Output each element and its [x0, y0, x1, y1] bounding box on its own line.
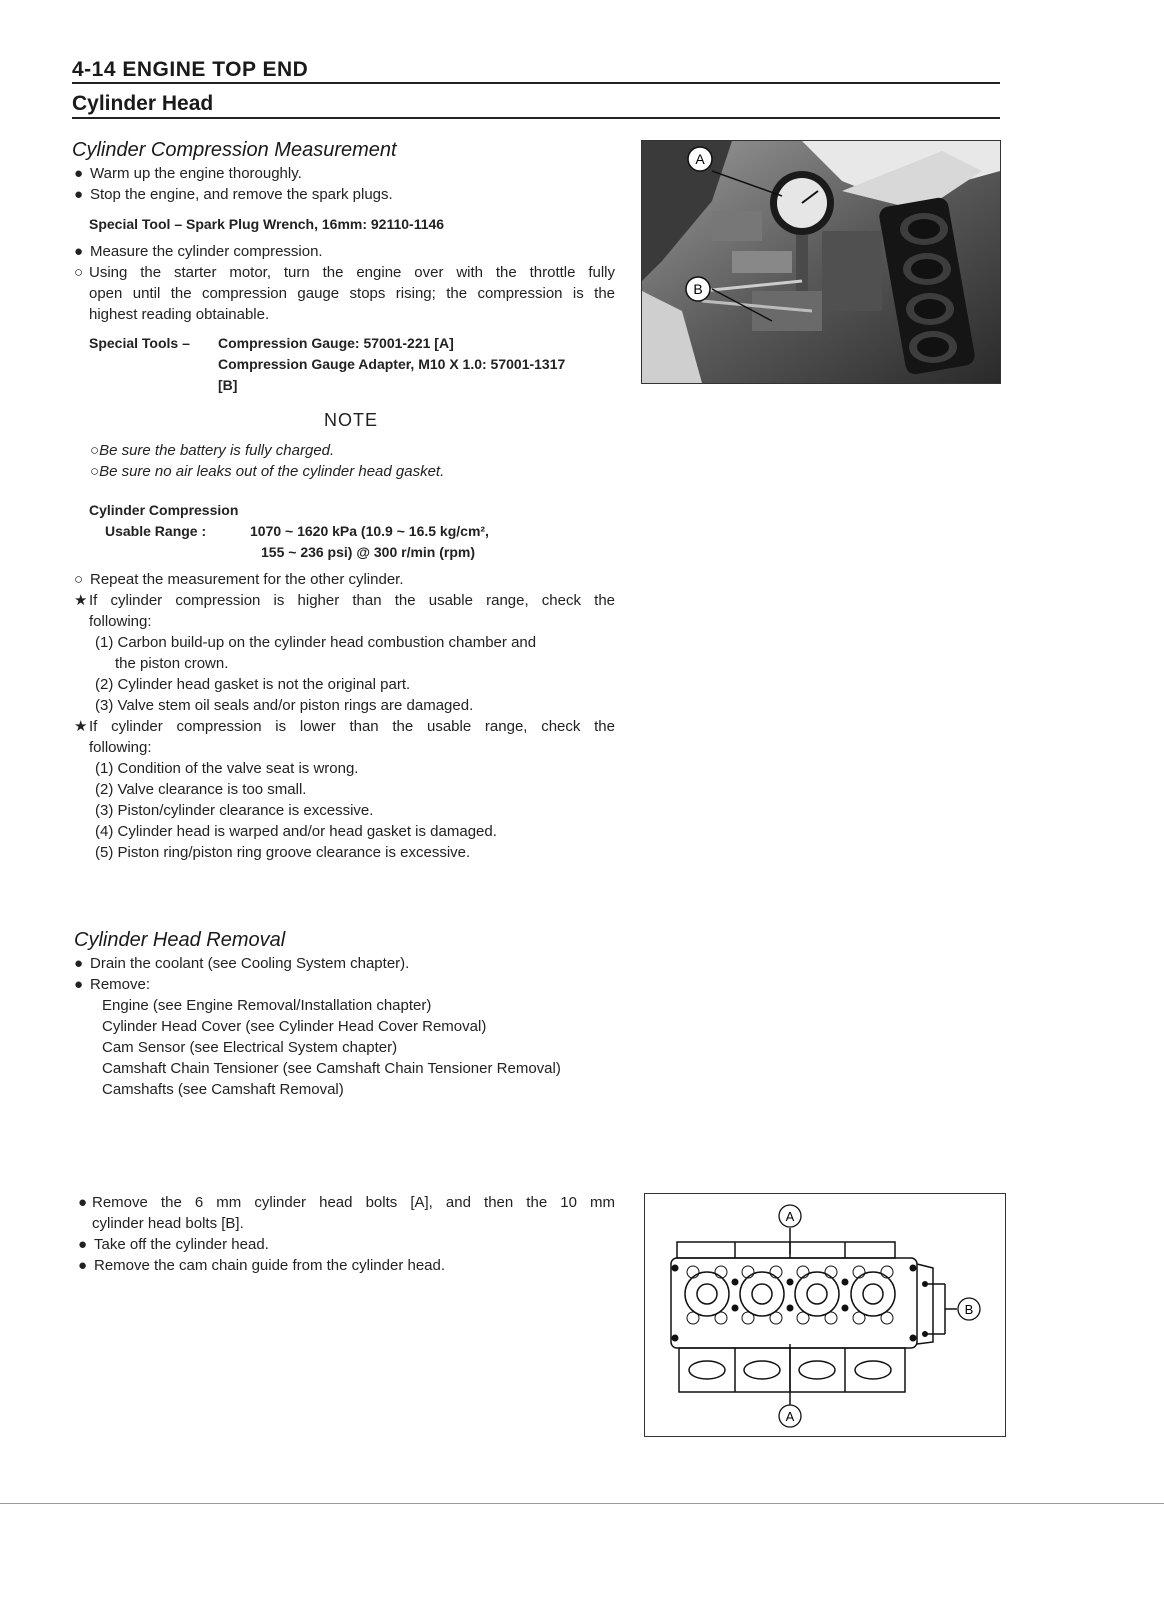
step-remove [74, 974, 150, 995]
using-line-3: highest reading obtainable. [89, 306, 270, 323]
note-battery [90, 440, 334, 461]
higher-line-2: following: [89, 613, 152, 630]
photo-label-b: B [693, 281, 703, 297]
bolts-line-2: cylinder head bolts [B]. [92, 1215, 244, 1232]
higher-item-2: (2) Cylinder head gasket is not the original part. [95, 676, 411, 693]
spec-value-line-1: 1070 ~ 1620 kPa (10.9 ~ 16.5 kg/cm², [250, 523, 489, 539]
step-take-off-head [78, 1234, 269, 1255]
remove-item: Camshaft Chain Tensioner (see Camshaft Chain Tensioner Removal) [102, 1060, 561, 1077]
header-rule [72, 82, 1000, 84]
bullet-marker: ● [74, 955, 84, 972]
lower-item-5: (5) Piston ring/piston ring groove clearance is excessive. [95, 844, 471, 861]
diagram-label-a-top: A [785, 1209, 795, 1224]
bolts-line-1: Remove the 6 mm cylinder head bolts [A], and then the 10 mm [92, 1194, 615, 1211]
section-rule [72, 117, 1000, 119]
star-marker: ★ [74, 718, 88, 735]
cylinder-head-illustration [645, 1194, 1005, 1436]
remove-item: Cylinder Head Cover (see Cylinder Head Cover Removal) [102, 1018, 487, 1035]
spec-label: Usable Range : [105, 523, 207, 539]
engine-photo-illustration [642, 141, 1000, 383]
removal-subtitle: Cylinder Head Removal [74, 929, 286, 951]
tool-gauge-adapter: Compression Gauge Adapter, M10 X 1.0: 57001-1317 [218, 356, 566, 372]
step-stop-engine [74, 184, 393, 205]
bullet-marker: ● [78, 1236, 88, 1253]
remove-item: Engine (see Engine Removal/Installation chapter) [102, 997, 432, 1014]
special-tools-label: Special Tools – [89, 335, 190, 351]
lower-line-2: following: [89, 739, 152, 756]
circle-marker: ○ [74, 571, 84, 588]
higher-line-1: If cylinder compression is higher than the usable range, check the [89, 592, 615, 609]
note-text: Be sure no air leaks out of the cylinder head gasket. [99, 463, 445, 480]
higher-item-1: (1) Carbon build-up on the cylinder head combustion chamber and [95, 634, 537, 651]
lower-line-1: If cylinder compression is lower than the usable range, check the [89, 718, 615, 735]
remove-item: Camshafts (see Camshaft Removal) [102, 1081, 344, 1098]
step-text: Drain the coolant (see Cooling System chapter). [90, 955, 410, 972]
step-text: Stop the engine, and remove the spark plugs. [90, 186, 393, 203]
note-text: Be sure the battery is fully charged. [99, 442, 335, 459]
lower-item-2: (2) Valve clearance is too small. [95, 781, 307, 798]
compression-subtitle: Cylinder Compression Measurement [72, 139, 397, 161]
lower-item-3: (3) Piston/cylinder clearance is excessive. [95, 802, 374, 819]
step-text: Warm up the engine thoroughly. [90, 165, 302, 182]
note-air-leaks [90, 461, 444, 482]
step-text: Repeat the measurement for the other cylinder. [90, 571, 404, 588]
star-marker: ★ [74, 592, 88, 609]
using-line-2: open until the compression gauge stops rising; the compression is the [89, 285, 615, 302]
note-heading: NOTE [324, 410, 379, 430]
bullet-marker: ● [74, 976, 84, 993]
lower-item-4: (4) Cylinder head is warped and/or head gasket is damaged. [95, 823, 497, 840]
bullet-marker: ● [78, 1194, 88, 1211]
note-marker: ○ [90, 442, 100, 459]
compression-gauge-photo [641, 140, 1001, 384]
spec-value-line-2: 155 ~ 236 psi) @ 300 r/min (rpm) [261, 544, 476, 560]
tool-compression-gauge: Compression Gauge: 57001-221 [A] [218, 335, 454, 351]
photo-label-a: A [695, 151, 705, 167]
chapter-title: 4-14 ENGINE TOP END [72, 58, 309, 81]
bullet-marker: ● [74, 165, 84, 182]
page-bottom-rule [0, 1503, 1164, 1504]
higher-item-3: (3) Valve stem oil seals and/or piston rings are damaged. [95, 697, 474, 714]
step-drain-coolant [74, 953, 409, 974]
step-text: Remove the cam chain guide from the cylinder head. [94, 1257, 446, 1274]
step-text: Remove: [90, 976, 151, 993]
cylinder-head-bolt-diagram [644, 1193, 1006, 1437]
spec-title: Cylinder Compression [89, 502, 239, 518]
note-marker: ○ [90, 463, 100, 480]
step-warm-up [74, 163, 302, 184]
remove-item: Cam Sensor (see Electrical System chapter) [102, 1039, 398, 1056]
step-remove-guide [78, 1255, 445, 1276]
higher-item-1-cont: the piston crown. [115, 655, 229, 672]
section-title: Cylinder Head [72, 92, 214, 115]
bullet-marker: ● [78, 1257, 88, 1274]
diagram-label-a-bottom: A [785, 1409, 795, 1424]
repeat-step [74, 569, 404, 590]
bullet-marker: ● [74, 243, 84, 260]
lower-item-1: (1) Condition of the valve seat is wrong. [95, 760, 359, 777]
using-marker: ○ [74, 264, 84, 281]
step-measure [74, 241, 323, 262]
diagram-label-b: B [964, 1302, 974, 1317]
tool-gauge-adapter-ref: [B] [218, 377, 238, 393]
step-text: Take off the cylinder head. [94, 1236, 269, 1253]
bullet-marker: ● [74, 186, 84, 203]
special-tool-spark-plug: Special Tool – Spark Plug Wrench, 16mm: 92110-1146 [89, 216, 445, 232]
step-text: Measure the cylinder compression. [90, 243, 323, 260]
using-line-1: Using the starter motor, turn the engine over with the throttle fully [89, 264, 615, 281]
